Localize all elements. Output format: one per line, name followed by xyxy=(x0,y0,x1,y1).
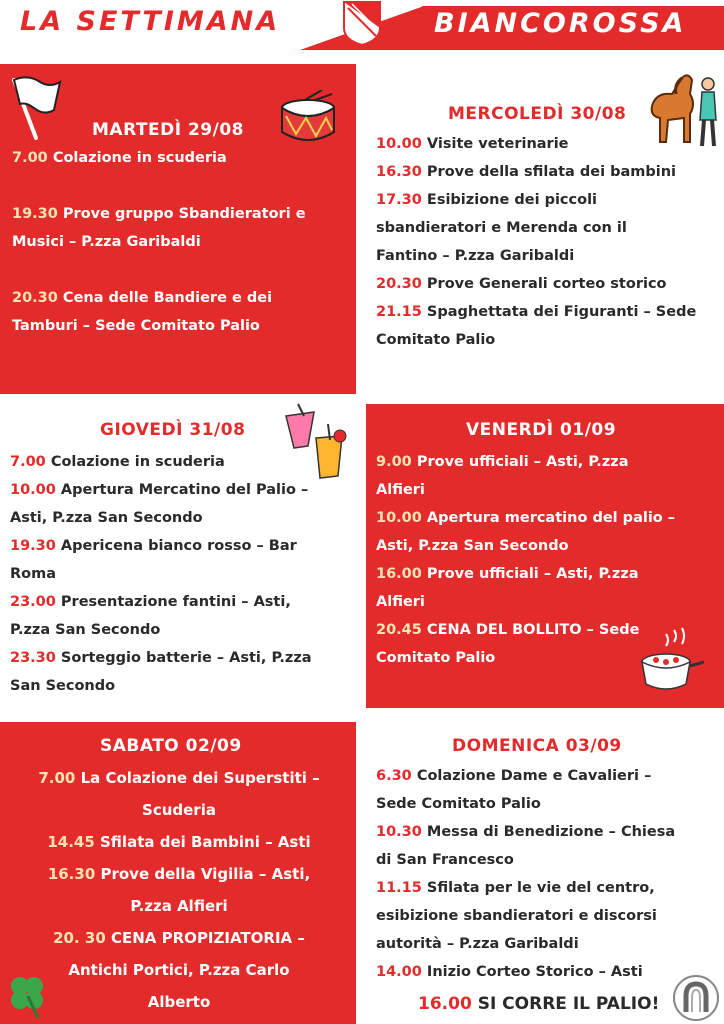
clover-icon xyxy=(2,970,52,1020)
event-line: 20. 30 CENA PROPIZIATORIA – xyxy=(53,929,305,947)
day-title-mercoledi: MERCOLEDÌ 30/08 xyxy=(448,104,627,124)
event-line: Alberto xyxy=(147,993,211,1011)
event-line: esibizione sbandieratori e discorsi xyxy=(376,908,657,924)
event-line: 19.30 Prove gruppo Sbandieratori e xyxy=(12,206,306,222)
events-sabato xyxy=(4,762,354,1018)
event-line: 16.30 Prove della sfilata dei bambini xyxy=(376,164,677,180)
panel-venerdi xyxy=(366,404,724,708)
event-line: Asti, P.zza San Secondo xyxy=(376,538,569,554)
events-martedi xyxy=(12,144,352,340)
event-line: 20.30 Cena delle Bandiere e dei xyxy=(12,290,273,306)
event-line: 9.00 Prove ufficiali – Asti, P.zza xyxy=(376,454,629,470)
event-line: Roma xyxy=(10,566,57,582)
event-line: 16.30 Prove della Vigilia – Asti, xyxy=(47,865,311,883)
panel-mercoledi xyxy=(366,64,724,394)
event-line: 10.30 Messa di Benedizione – Chiesa xyxy=(376,824,676,840)
event-line: Antichi Portici, P.zza Carlo xyxy=(68,961,290,979)
event-line: di San Francesco xyxy=(376,852,514,868)
final-event: 16.00 SI CORRE IL PALIO! xyxy=(418,994,660,1014)
event-line: Alfieri xyxy=(376,594,425,610)
event-line: 10.00 Apertura mercatino del palio – xyxy=(376,510,676,526)
header xyxy=(0,0,724,62)
event-line: 10.00 Apertura Mercatino del Palio – xyxy=(10,482,309,498)
day-title-sabato: SABATO 02/09 xyxy=(100,736,242,756)
events-giovedi xyxy=(10,448,355,700)
flag-icon xyxy=(6,74,62,142)
event-line: 7.00 Colazione in scuderia xyxy=(12,150,227,166)
event-line: Asti, P.zza San Secondo xyxy=(10,510,203,526)
event-line: Comitato Palio xyxy=(376,332,496,348)
event-line: 11.15 Sfilata per le vie del centro, xyxy=(376,880,655,896)
event-line: 21.15 Spaghettata dei Figuranti – Sede xyxy=(376,304,697,320)
panel-domenica xyxy=(366,722,724,1024)
drum-icon xyxy=(278,90,340,146)
event-line: 16.00 Prove ufficiali – Asti, P.zza xyxy=(376,566,639,582)
event-line: P.zza San Secondo xyxy=(10,622,161,638)
event-line: 23.30 Sorteggio batterie – Asti, P.zza xyxy=(10,650,312,666)
event-line: Alfieri xyxy=(376,482,425,498)
event-line: 7.00 La Colazione dei Superstiti – xyxy=(38,769,320,787)
event-line: autorità – P.zza Garibaldi xyxy=(376,936,579,952)
event-line: Tamburi – Sede Comitato Palio xyxy=(12,318,260,334)
title-left: LA SETTIMANA xyxy=(20,6,281,37)
events-mercoledi xyxy=(376,130,721,354)
event-line: sbandieratori e Merenda con il xyxy=(376,220,627,236)
event-line: P.zza Alfieri xyxy=(130,897,228,915)
day-title-giovedi: GIOVEDÌ 31/08 xyxy=(100,420,246,440)
event-line: 14.45 Sfilata dei Bambini – Asti xyxy=(47,833,311,851)
title-right: BIANCOROSSA xyxy=(434,8,687,39)
panel-sabato xyxy=(0,722,356,1024)
event-line: 10.00 Visite veterinarie xyxy=(376,136,569,152)
event-line: 20.45 CENA DEL BOLLITO – Sede xyxy=(376,622,640,638)
event-line: 20.30 Prove Generali corteo storico xyxy=(376,276,667,292)
event-line: Musici – P.zza Garibaldi xyxy=(12,234,201,250)
horseshoe-icon xyxy=(672,974,720,1022)
event-line: 7.00 Colazione in scuderia xyxy=(10,454,225,470)
event-line: 14.00 Inizio Corteo Storico – Asti xyxy=(376,964,643,980)
event-line: 17.30 Esibizione dei piccoli xyxy=(376,192,598,208)
event-line: Fantino – P.zza Garibaldi xyxy=(376,248,575,264)
panel-giovedi xyxy=(0,402,356,712)
event-line: Scuderia xyxy=(142,801,216,819)
title-right-band xyxy=(422,6,724,50)
event-line: 19.30 Apericena bianco rosso – Bar xyxy=(10,538,297,554)
day-title-martedi: MARTEDÌ 29/08 xyxy=(92,120,244,140)
cooking-pot-icon xyxy=(634,626,706,698)
event-line: San Secondo xyxy=(10,678,116,694)
event-line: 23.00 Presentazione fantini – Asti, xyxy=(10,594,291,610)
day-title-domenica: DOMENICA 03/09 xyxy=(452,736,622,756)
day-title-venerdi: VENERDÌ 01/09 xyxy=(466,420,617,440)
crest-icon xyxy=(342,0,382,46)
events-domenica xyxy=(376,762,721,986)
event-line: Comitato Palio xyxy=(376,650,496,666)
panel-martedi xyxy=(0,64,356,394)
event-line: Sede Comitato Palio xyxy=(376,796,541,812)
event-line: 6.30 Colazione Dame e Cavalieri – xyxy=(376,768,652,784)
